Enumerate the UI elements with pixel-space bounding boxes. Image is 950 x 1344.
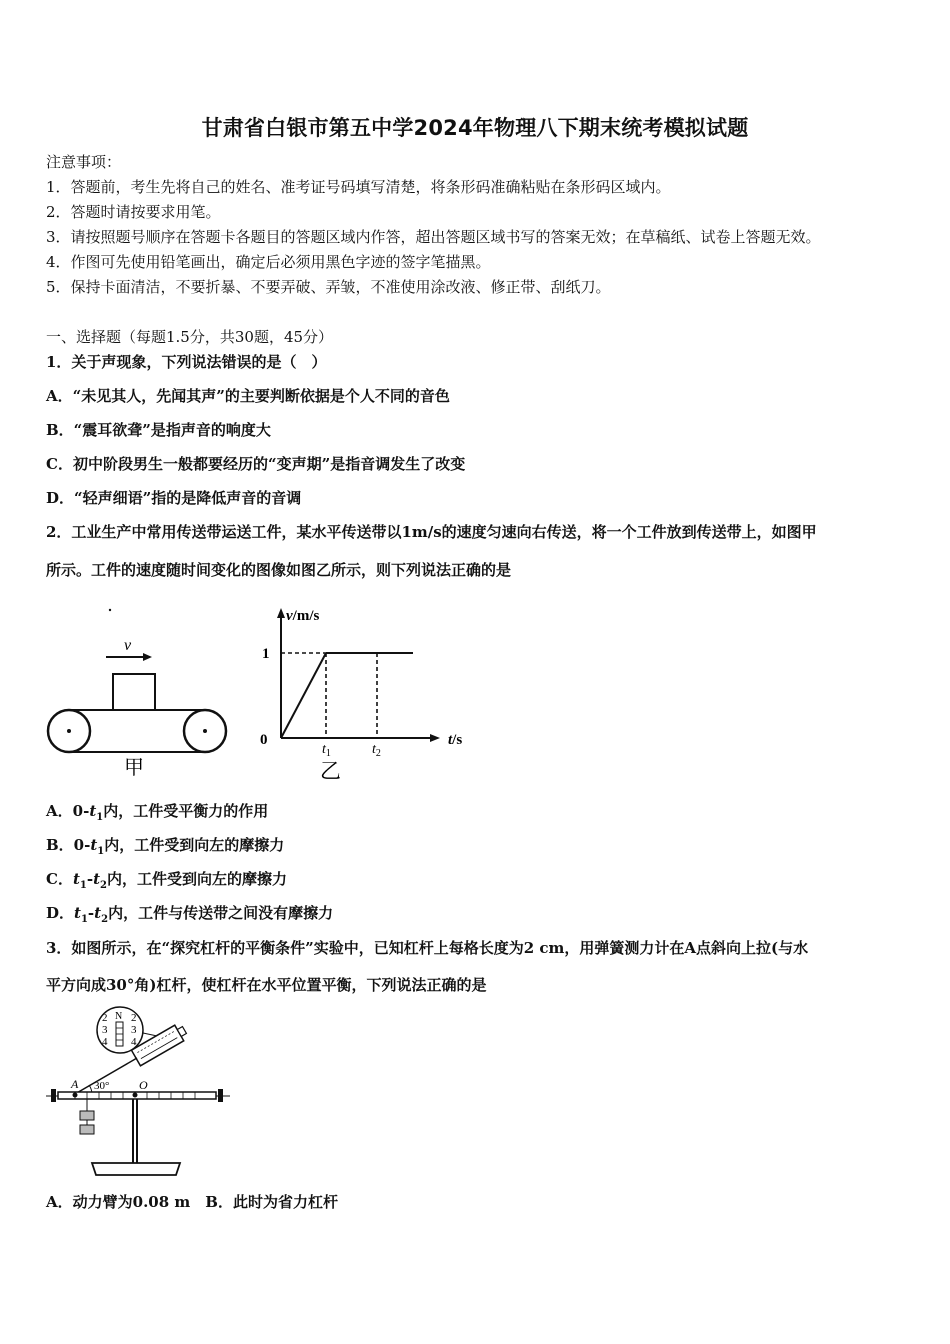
q2-option-c-sub: 1 xyxy=(79,880,87,891)
v-axis-tick-1: 1 xyxy=(262,646,270,662)
q3-stem-line2: 平方向成30°角)杠杆，使杠杆在水平位置平衡，下列说法正确的是 xyxy=(46,976,487,994)
q2-figure-vt-graph xyxy=(250,598,480,788)
notice-item-5: 5．保持卡面清洁，不要折暴、不要弄破、弄皱，不准使用涂改液、修正带、刮纸刀。 xyxy=(46,278,611,296)
q2-option-b-var: t xyxy=(90,836,98,854)
v-axis-arrowhead xyxy=(277,608,285,618)
q1-option-a: A．“未见其人，先闻其声”的主要判断依据是个人不同的音色 xyxy=(46,387,450,405)
t1-sub: 1 xyxy=(325,748,331,759)
q1-option-c: C．初中阶段男生一般都要经历的“变声期”是指音调发生了改变 xyxy=(46,455,466,473)
right-balance-nut xyxy=(218,1089,223,1102)
point-a-marker xyxy=(73,1093,78,1098)
v-axis-label xyxy=(286,608,320,624)
q2-option-c xyxy=(46,869,287,896)
gauge-left-4: 4 xyxy=(102,1036,108,1048)
q2-figure-conveyor xyxy=(40,600,240,780)
q2-option-c-var: t xyxy=(72,870,80,888)
notice-heading: 注意事项： xyxy=(46,153,122,171)
notice-item-4: 4．作图可先使用铅笔画出，确定后必须用黑色字迹的签字笔描黑。 xyxy=(46,253,491,271)
q2-option-a xyxy=(46,801,268,828)
hook-weight-1 xyxy=(80,1111,94,1120)
figure-jia-caption: 甲 xyxy=(124,757,144,779)
q2-option-c-text: 内，工件受到向左的摩擦力 xyxy=(107,870,288,888)
gauge-right-2: 2 xyxy=(131,1012,137,1024)
hook-weight-2 xyxy=(80,1125,94,1134)
left-balance-nut xyxy=(51,1089,56,1102)
q2-option-d-text: 内，工件与传送带之间没有摩擦力 xyxy=(108,904,334,922)
page-title: 甘肃省白银市第五中学2024年物理八下期末统考模拟试题 xyxy=(201,116,749,140)
gauge-right-4: 4 xyxy=(131,1036,137,1048)
q1-option-d: D．“轻声细语”指的是降低声音的音调 xyxy=(46,489,302,507)
t2-sub: 2 xyxy=(375,748,381,759)
t1-var: t xyxy=(322,742,326,757)
gauge-left-3: 3 xyxy=(102,1024,108,1036)
q2-option-a-var: t xyxy=(89,802,97,820)
q2-option-d-sub: 1 xyxy=(80,914,88,925)
right-roller-axle xyxy=(203,729,207,733)
q2-option-b-prefix: B．0- xyxy=(46,836,91,854)
q2-option-b-text: 内，工件受到向左的摩擦力 xyxy=(104,836,285,854)
q2-option-c-sub2: 2 xyxy=(100,880,107,891)
t2-var: t xyxy=(372,742,376,757)
gauge-right-3: 3 xyxy=(131,1024,137,1036)
workpiece-block xyxy=(113,674,155,710)
t-axis-label xyxy=(448,732,462,748)
angle-label: 30° xyxy=(94,1080,110,1092)
q2-option-b xyxy=(46,835,284,862)
origin-label: 0 xyxy=(260,732,268,748)
stray-dot xyxy=(109,609,111,611)
t1-label xyxy=(322,742,331,759)
q2-option-a-prefix: A．0- xyxy=(46,802,90,820)
q2-option-b-sub: 1 xyxy=(97,846,105,857)
point-a-label: A xyxy=(71,1077,79,1091)
q2-option-d-var2: t xyxy=(94,904,102,922)
q2-stem-line2: 所示。工件的速度随时间变化的图像如图乙所示，则下列说法正确的是 xyxy=(46,561,512,579)
q3-figure-lever xyxy=(40,1005,240,1183)
notice-item-1: 1．答题前，考生先将自己的姓名、准考证号码填写清楚，将条形码准确粘贴在条形码区域内。 xyxy=(46,178,671,196)
t-axis-unit: /s xyxy=(452,732,463,748)
q2-option-c-prefix: C． xyxy=(46,870,73,888)
notice-item-2: 2．答题时请按要求用笔。 xyxy=(46,203,221,221)
q2-option-d xyxy=(46,903,333,930)
q2-option-d-mid: - xyxy=(87,904,95,922)
q1-option-b: B．“震耳欲聋”是指声音的响度大 xyxy=(46,421,271,439)
q2-option-d-prefix: D． xyxy=(46,904,75,922)
t-axis-var: t xyxy=(448,732,453,748)
accelerating-segment xyxy=(281,653,326,738)
q2-option-a-text: 内，工件受平衡力的作用 xyxy=(103,802,269,820)
stand-base xyxy=(92,1163,180,1175)
notice-item-3: 3．请按照题号顺序在答题卡各题目的答题区域内作答，超出答题区域书写的答案无效；在草稿纸、试卷上答题无效。 xyxy=(46,228,821,246)
q2-stem-line1: 2．工业生产中常用传送带运送工件，某水平传送带以1m/s的速度匀速向右传送，将一个工件放到传送带上，如图甲 xyxy=(46,523,817,541)
q2-option-c-var2: t xyxy=(93,870,101,888)
q2-option-d-sub2: 2 xyxy=(101,914,109,925)
left-roller-axle xyxy=(67,729,71,733)
q1-stem: 1．关于声现象，下列说法错误的是（ ） xyxy=(46,353,327,371)
section-heading: 一、选择题（每题1.5分，共30题，45分） xyxy=(46,328,334,346)
v-axis-unit: /m/s xyxy=(292,608,320,624)
t-axis-arrowhead xyxy=(430,734,440,742)
pivot-marker xyxy=(133,1093,138,1098)
velocity-arrowhead xyxy=(143,653,152,661)
q2-option-d-var: t xyxy=(74,904,81,922)
q2-option-a-sub: 1 xyxy=(96,812,104,823)
q3-options: A．动力臂为0.08 m B．此时为省力杠杆 xyxy=(46,1193,338,1211)
gauge-left-2: 2 xyxy=(102,1012,108,1024)
gauge-unit-label: N xyxy=(115,1011,123,1022)
v-axis-var: v xyxy=(286,608,293,624)
pivot-o-label: O xyxy=(139,1078,148,1092)
velocity-label: v xyxy=(124,637,132,654)
q3-stem-line1: 3．如图所示，在“探究杠杆的平衡条件”实验中，已知杠杆上每格长度为2 cm，用弹簧测力计在A点斜向上拉(与水 xyxy=(46,939,809,957)
figure-yi-caption: 乙 xyxy=(320,759,341,783)
t2-label xyxy=(372,742,381,759)
q2-option-c-mid: - xyxy=(86,870,94,888)
